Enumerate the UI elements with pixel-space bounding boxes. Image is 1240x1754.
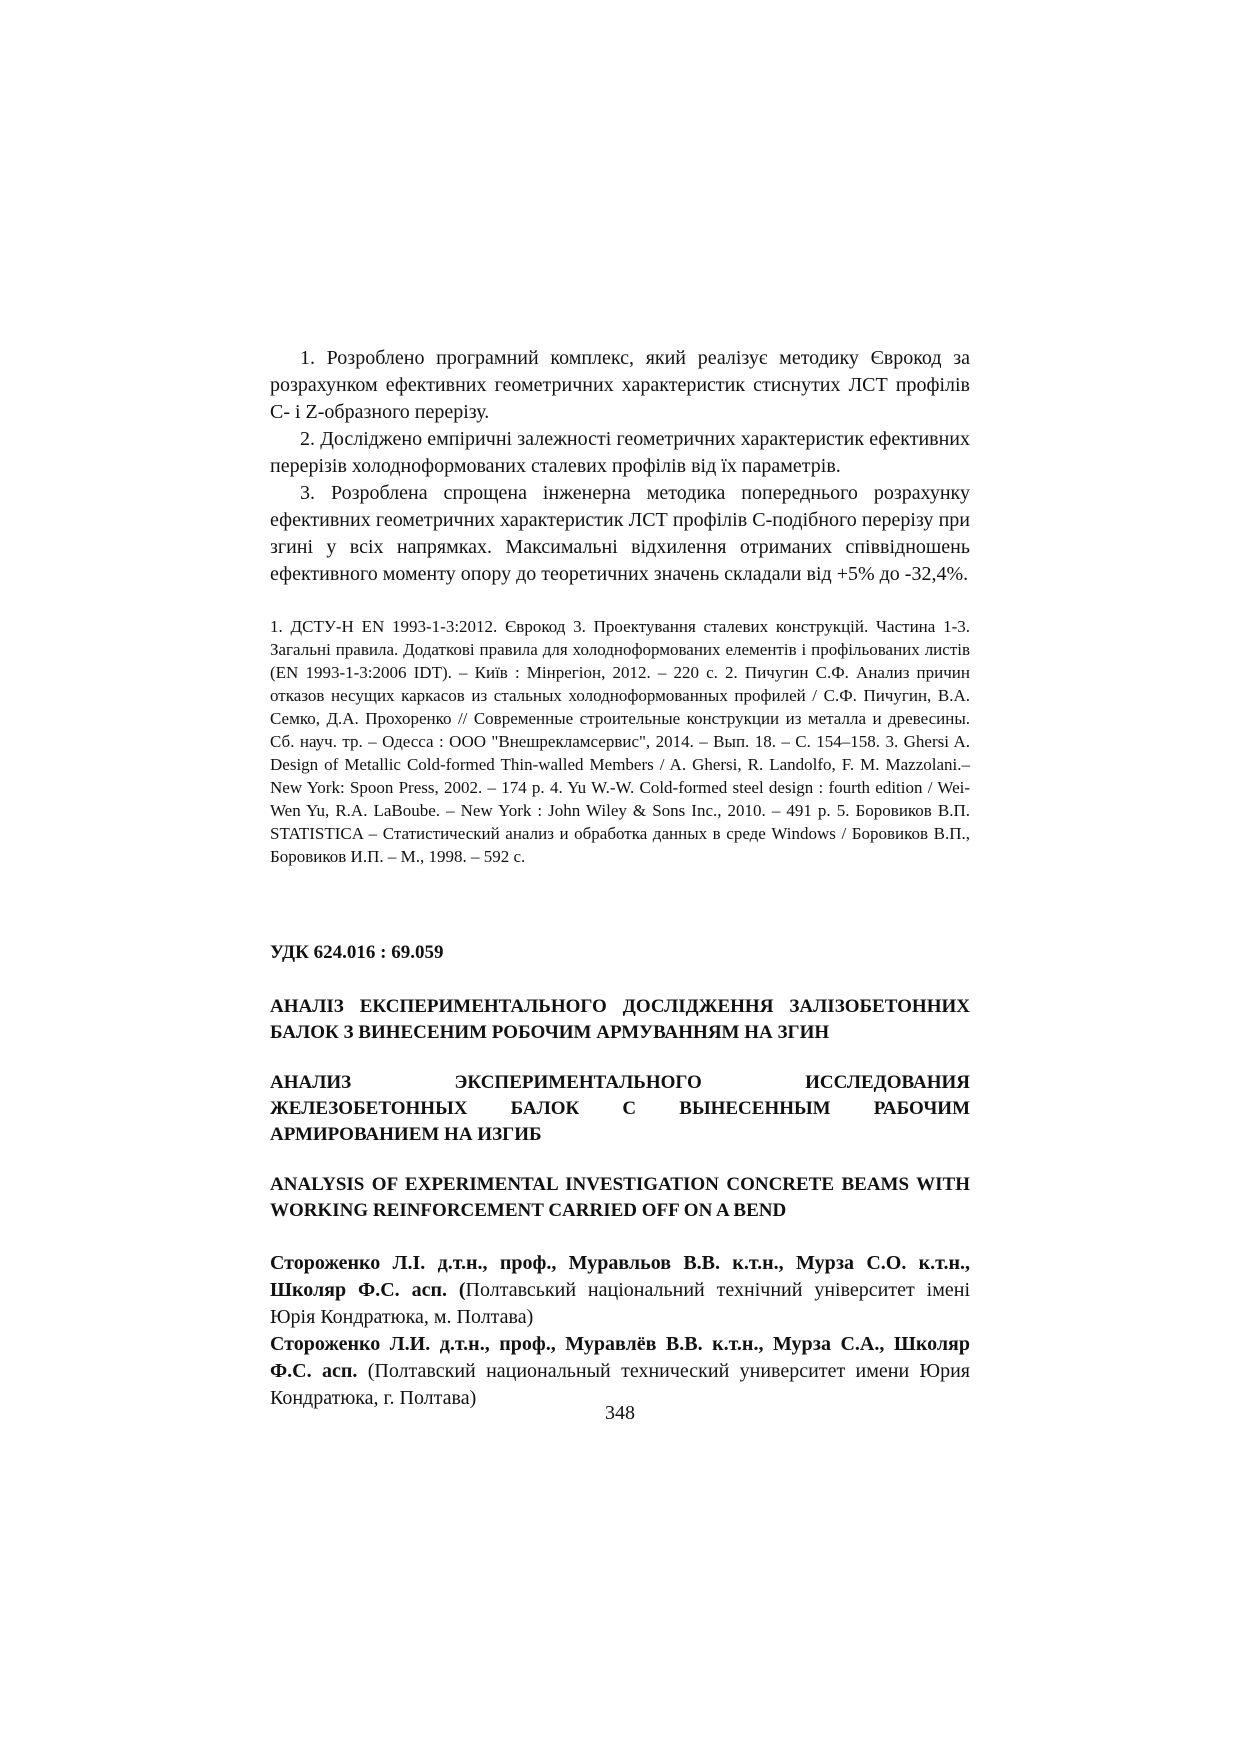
title-ukrainian: АНАЛІЗ ЕКСПЕРИМЕНТАЛЬНОГО ДОСЛІДЖЕННЯ ЗАЛІЗОБЕТОННИХ БАЛОК З ВИНЕСЕНИМ РОБОЧИМ АРМУВАННЯМ НА ЗГИН xyxy=(270,996,970,1043)
page-number: 348 xyxy=(605,1402,635,1424)
reference-item: 5. Боровиков В.П. STATISTICA – Статистический анализ и обработка данных в среде Windows / Боровиков В.П., Боровиков И.П. – М., 1998. – 592 с. xyxy=(270,801,970,866)
title-english: ANALYSIS OF EXPERIMENTAL INVESTIGATION CONCRETE BEAMS WITH WORKING REINFORCEMENT CARRIED OFF ON A BEND xyxy=(270,1174,970,1221)
affiliation-ua: Полтавський національний технічний університет імені Юрія Кондратюка, м. Полтава) xyxy=(270,1279,970,1328)
conclusion-1: 1. Розроблено програмний комплекс, який реалізує методику Єврокод за розрахунком ефективних геометричних характеристик стиснутих ЛСТ профілів С- і Z-образного перерізу. xyxy=(270,347,970,423)
author-names-ru: Стороженко Л.И. д.т.н., проф., Муравлёв В.В. к.т.н., Мурза С.А., Школяр Ф.С. асп. xyxy=(270,1333,970,1382)
title-russian: АНАЛИЗ ЭКСПЕРИМЕНТАЛЬНОГО ИССЛЕДОВАНИЯ ЖЕЛЕЗОБЕТОННЫХ БАЛОК С ВЫНЕСЕННЫМ РАБОЧИМ АРМИРОВАНИЕМ НА ИЗГИБ xyxy=(270,1072,970,1145)
authors-ukrainian xyxy=(270,1250,970,1331)
reference-item: 2. Пичугин С.Ф. Анализ причин отказов несущих каркасов из стальных холодноформованных профилей / С.Ф. Пичугин, В.А. Семко, Д.А. Прохоренко // Современные строительные конструкции из металла и древесины. Сб. науч. тр. – Одесса : ООО "Внешрекламсервис", 2014. – Вып. 18. – С. 154–158. xyxy=(270,663,970,751)
reference-item: 3. Ghersi A. Design of Metallic Cold-formed Thin-walled Members / A. Ghersi, R. Landolfo, F. M. Mazzolani.– New York: Spoon Press, 2002. – 174 p. xyxy=(270,732,970,797)
affiliation-ru: (Полтавский национальный технический университет имени Юрия Кондратюка, г. Полтава) xyxy=(270,1360,970,1409)
reference-item: 4. Yu W.-W. Cold-formed steel design : fourth edition / Wei-Wen Yu, R.A. LaBoube. – New York : John Wiley & Sons Inc., 2010. – 491 p. xyxy=(270,778,971,820)
reference-item: 1. ДСТУ-Н EN 1993-1-3:2012. Єврокод 3. Проектування сталевих конструкцій. Частина 1-3. Загальні правила. Додаткові правила для холодноформованих елементів і профільованих листів (EN 1993-1-3:2006 IDT). – Київ : Мінрегіон, 2012. – 220 с. xyxy=(270,617,970,682)
authors-block xyxy=(270,1250,970,1412)
conclusion-3: 3. Розроблена спрощена інженерна методика попереднього розрахунку ефективних геометричних характеристик ЛСТ профілів С-подібного перерізу при згині у всіх напрямках. Максимальні відхилення отриманих співвідношень ефективного моменту опору до теоретичних значень складали від +5% до -32,4%. xyxy=(270,482,970,585)
reference-list xyxy=(270,615,970,868)
authors-russian xyxy=(270,1331,970,1412)
page-content xyxy=(270,345,970,1412)
author-names-ua: Стороженко Л.І. д.т.н., проф., Муравльов В.В. к.т.н., Мурза С.О. к.т.н., Школяр Ф.С. асп. ( xyxy=(270,1252,970,1301)
udk-code: УДК 624.016 : 69.059 xyxy=(270,942,444,963)
conclusion-2: 2. Досліджено емпіричні залежності геометричних характеристик ефективних перерізів холодноформованих сталевих профілів від їх параметрів. xyxy=(270,428,970,477)
